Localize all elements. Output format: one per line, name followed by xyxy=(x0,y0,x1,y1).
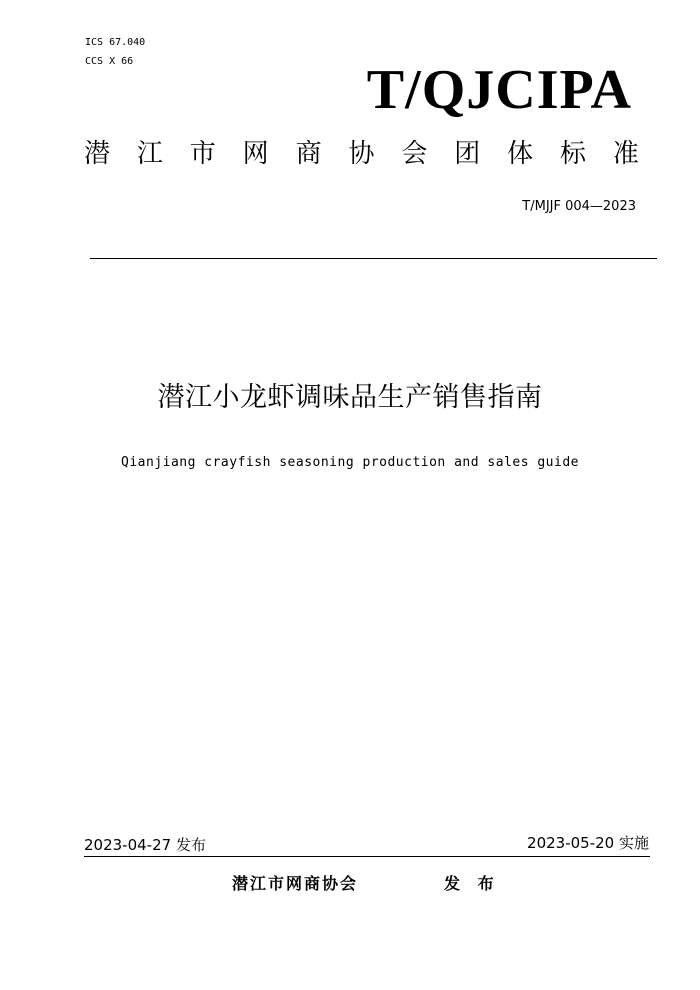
document-title-zh: 潜江小龙虾调味品生产销售指南 xyxy=(157,382,543,413)
publish-label: 发 布 xyxy=(444,874,500,893)
organization-standard-title xyxy=(84,136,639,172)
document-title-en: Qianjiang crayfish seasoning production and sales guide xyxy=(121,455,579,470)
standard-mark: T/QJCIPA xyxy=(366,59,632,121)
org-char: 协 xyxy=(348,139,375,169)
org-char: 标 xyxy=(560,139,587,169)
standard-number: T/MJJF 004—2023 xyxy=(522,199,636,214)
org-char: 准 xyxy=(612,139,639,169)
org-char: 网 xyxy=(242,139,269,169)
org-char: 潜 xyxy=(84,139,111,169)
org-char: 团 xyxy=(454,139,481,169)
org-char: 会 xyxy=(401,139,428,169)
ccs-code: CCS X 66 xyxy=(85,56,134,67)
top-divider xyxy=(90,258,657,259)
org-char: 江 xyxy=(136,139,163,169)
bottom-divider xyxy=(84,856,650,857)
org-char: 体 xyxy=(507,139,534,169)
org-char: 商 xyxy=(295,139,322,169)
issue-date: 2023-04-27 发布 xyxy=(84,836,206,854)
ics-code: ICS 67.040 xyxy=(85,37,146,48)
implementation-date: 2023-05-20 实施 xyxy=(527,834,649,852)
publisher-name: 潜江市网商协会 xyxy=(232,874,359,893)
org-char: 市 xyxy=(189,139,216,169)
